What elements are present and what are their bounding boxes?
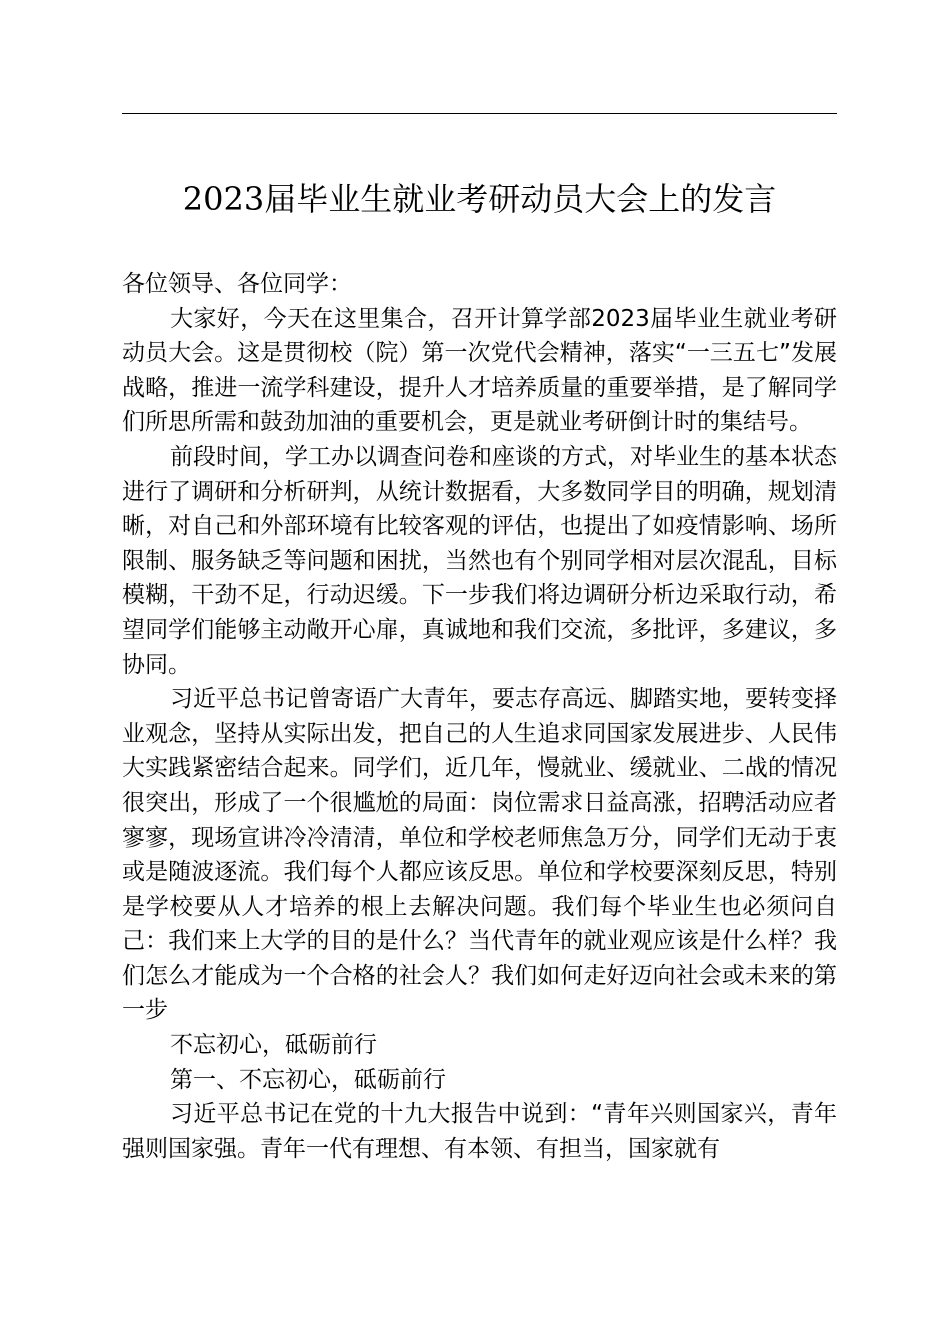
paragraph-employment-view: 习近平总书记曾寄语广大青年，要志存高远、脚踏实地，要转变择业观念，坚持从实际出发，把自己的人生追求同国家发展进步、人民伟大实践紧密结合起来。同学们，近几年，慢就业、缓就业、二战的情况很突出，形成了一个很尴尬的局面：岗位需求日益高涨，招聘活动应者寥寥，现场宣讲冷冷清清，单位和学校老师焦急万分，同学们无动于衷或是随波逐流。我们每个人都应该反思。单位和学校要深刻反思，特别是学校要从人才培养的根上去解决问题。我们每个毕业生也必须问自己：我们来上大学的目的是什么？当代青年的就业观应该是什么样？我们怎么才能成为一个合格的社会人？我们如何走好迈向社会或未来的第一步 (122, 686, 837, 1024)
document-title: 2023届毕业生就业考研动员大会上的发言 (182, 180, 777, 218)
paragraph-opening: 大家好，今天在这里集合，召开计算学部2023届毕业生就业考研动员大会。这是贯彻校（院）第一次党代会精神，落实“一三五七”发展战略，推进一流学科建设，提升人才培养质量的重要举措，是了解同学们所思所需和鼓劲加油的重要机会，更是就业考研倒计时的集结号。 (122, 305, 837, 436)
paragraph-quote: 习近平总书记在党的十九大报告中说到：“青年兴则国家兴，青年强则国家强。青年一代有理想、有本领、有担当，国家就有 (122, 1101, 837, 1162)
section-heading-first: 第一、不忘初心，砥砺前行 (170, 1066, 446, 1093)
heading-line: 不忘初心，砥砺前行 (170, 1032, 377, 1059)
paragraph-survey: 前段时间，学工办以调查问卷和座谈的方式，对毕业生的基本状态进行了调研和分析研判，从统计数据看，大多数同学目的明确，规划清晰，对自己和外部环境有比较客观的评估，也提出了如疫情影响、场所限制、服务缺乏等问题和困扰，当然也有个别同学相对层次混乱，目标模糊，干劲不足，行动迟缓。下一步我们将边调研分析边采取行动，希望同学们能够主动敞开心扉，真诚地和我们交流，多批评，多建议，多协同。 (122, 443, 837, 678)
salutation: 各位领导、各位同学： (122, 271, 352, 297)
document-body (122, 267, 837, 1166)
header-rule (122, 113, 837, 114)
